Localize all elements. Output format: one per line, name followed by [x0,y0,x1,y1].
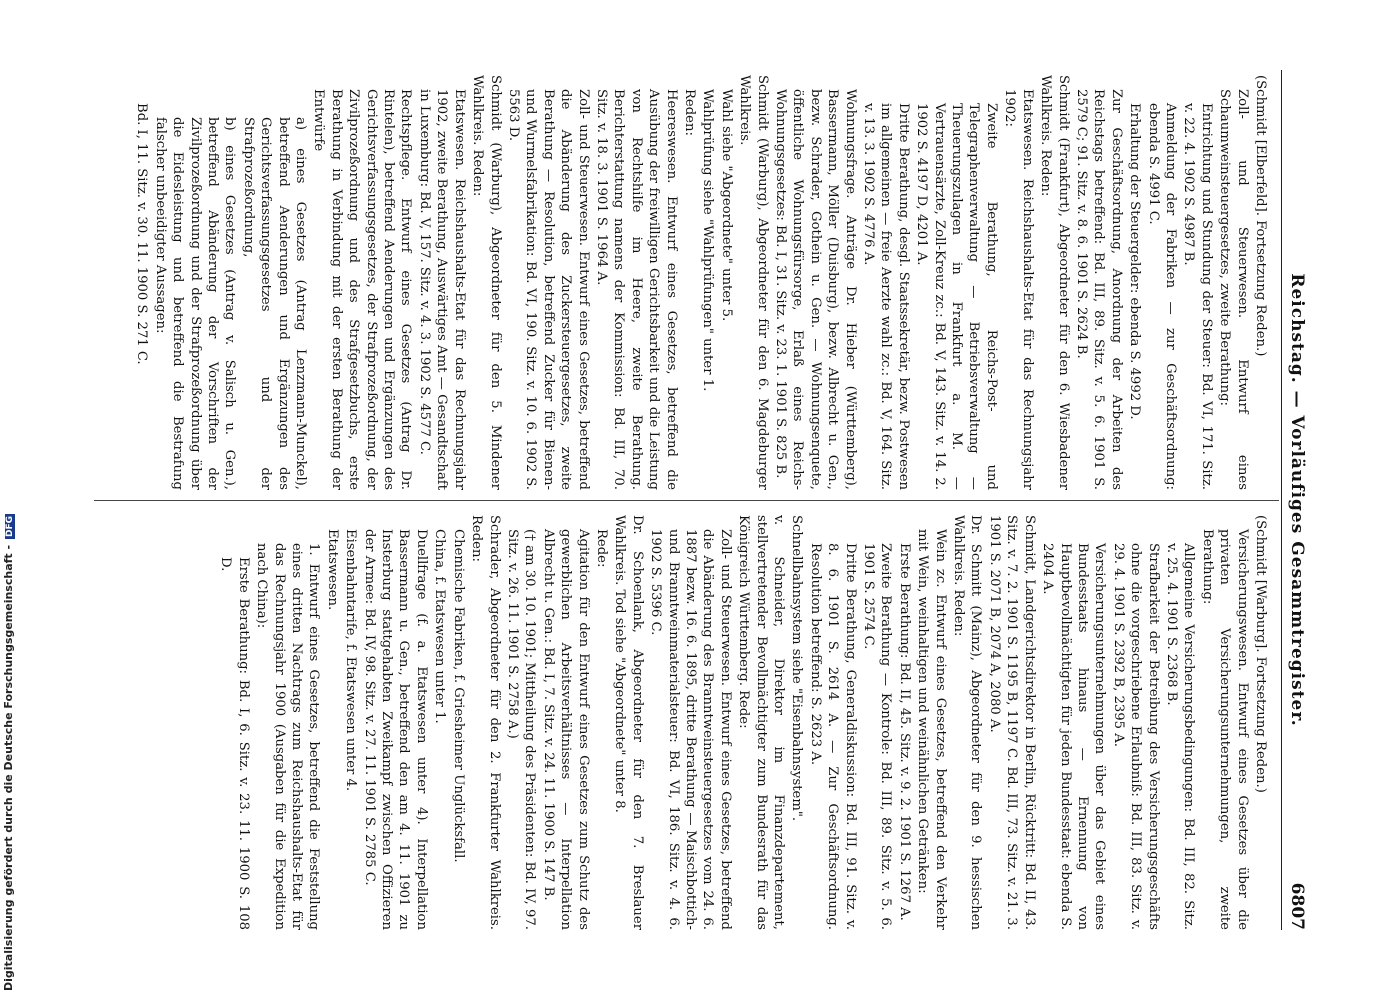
index-entry: 1. Entwurf eines Gesetzes, betreffend die Feststellung eines dritten Nachtrags zum Reichshaushalts-Etat für das Rechnungsjahr 1900 (Ausgaben für die Expedition nach China): [254,543,322,930]
index-entry: Zweite Berathung, Reichs-Post- und Telegraphenverwaltung — Betriebsverwaltung — Theuerungszulagen in Frankfurt a. M. — Vertrauensärzte, Zoll-Kreuz zc.: Bd. V, 143. Sitz. v. 14. 2. 1902 S. 4197 D, 4201 A. [914,103,999,490]
index-entry: Wahl siehe "Abgeordnete" unter 5. [718,89,734,322]
index-entry: Duellfrage (f. a. Etatswesen unter 4). Interpellation Bassermann u. Gen., betreffend den am 4. 11. 1901 zu Insterburg stattgehabten Zweikampf zwischen Offizieren der Armee: Bd. IV, 98. Sitz. v. 27. 11. 1901 S. 2785 C. [361,529,429,930]
index-entry: b) eines Gesetzes (Antrag v. Salisch u. Gen.), betreffend Abänderung der Vorschriften der Zivilprozeßordnung und der Strafprozeßordnung über die Eidesleistung und betreffend die Bestrafung falscher unbeeidigter Aussagen: [152,117,238,490]
index-entry: Chemische Fabriken, f. Griesheimer Unglücksfall. [450,529,466,863]
index-entry: Anmeldung der Fabriken — zur Geschäftsordnung: ebenda S. 4991 C. [1145,103,1178,490]
index-entry: Zoll- und Steuerwesen. Entwurf eines Schaumweinsteuergesetzes, zweite Berathung: [1217,89,1250,490]
column-divider [94,500,1279,501]
index-entry: Entrichtung und Stundung der Steuer: Bd. VI, 171. Sitz. v. 22. 4. 1902 S. 4987 B. [1181,103,1214,490]
index-entry: Erhaltung der Steuergelder: ebenda S. 4992 D. [1127,103,1143,420]
index-entry: Bd. I, 11. Sitz. v. 30. 11. 1900 S. 271 C. [134,103,150,365]
index-entry: China, f. Etatswesen unter 1. [432,529,448,724]
index-entry: (Schmidt [Warburg]. Fortsetzung Reden.) [1253,515,1268,793]
page-number: 6807 [1287,882,1307,930]
running-title: Reichstag. — Vorläufiges Gesammtregister. [1287,273,1307,727]
index-entry: (Schmidt [Elberfeld]. Fortsetzung Reden.) [1253,75,1268,357]
index-entry: Erste Berathung: Bd. I, 6. Sitz. v. 23. 11. 1900 S. 108 D. [218,557,251,930]
footer-credit: Digitalisierung gefördert durch die Deutsche Forschungsgemeinschaft - [2,544,15,991]
index-entry: Versicherungsunternehmungen über das Gebiet eines Bundesstaats hinaus — Ernennung von Hauptbevollmächtigten für jeden Bundesstaat: ebenda S. 2404 A. [1040,543,1108,930]
index-entry: v. Schneider, Direktor im Finanzdepartement, stellvertretender Bevollmächtigter zum Bundesrath für das Königreich Württemberg. Rede: [736,515,787,930]
index-entry: Schnellbahnsystem siehe "Eisenbahnsystem". [789,515,805,822]
index-entry: Zoll- und Steuerwesen. Entwurf eines Gesetzes, betreffend die Abänderung des Branntweinsteuergesetzes vom 24. 6. 1887 bezw. 16. 6. 1895, dritte Berathung — Maischbottich- und Branntweinmaterialsteuer: Bd. VI, 186. Sitz. v. 4. 6. 1902 S. 5396 C. [648,529,733,930]
footer-text-wrap [2,514,15,991]
header-rule [1281,70,1282,930]
index-entry: Wahlprüfung siehe "Wahlprüfungen" unter 1. [700,89,716,392]
index-entry: Schmidt (Warburg), Abgeordneter für den 6. Magdeburger Wahlkreis. [737,75,770,490]
index-entry: a) eines Gesetzes (Antrag Lenzmann-Munckel), betreffend Aenderungen und Ergänzungen des Gerichtsverfassungsgesetzes und der Strafprozeßordnung, [240,117,309,490]
footer [2,6,18,996]
index-entry: Schmidt (Warburg), Abgeordneter für den 5. Mindener Wahlkreis. Reden: [470,75,503,490]
index-entry: Rede: [593,529,609,568]
index-entry: († am 30. 10. 1901; Mittheilung des Präsidenten: Bd. IV, 97. Sitz. v. 26. 11. 1901 S. 2758 A.) [504,529,538,930]
dfg-logo: DFG [5,515,15,537]
index-entry: Schrader, Abgeordneter für den 2. Frankfurter Wahlkreis. Reden: [469,515,502,930]
left-column [132,75,1269,490]
right-column [216,515,1269,930]
index-entry: Rechtspflege. Entwurf eines Gesetzes (Antrag Dr. Rintelen), betreffend Aenderungen und Ergänzungen des Gerichtsverfassungsgesetzes, der Strafprozeßordnung, der Zivilprozeßordnung und des Strafgesetzbuchs, erste Berathung in Verbindung mit der ersten Berathung der Entwürfe [311,89,414,490]
index-entry: Eisenbahntarife, f. Etatswesen unter 4. [343,529,359,792]
index-entry: Wein zc. Entwurf eines Gesetzes, betreffend den Verkehr mit Wein, weinhaltigen und weinähnlichen Getränken: [915,529,948,930]
index-entry: Versicherungswesen. Entwurf eines Gesetzes über die privaten Versicherungsunternehmungen, zweite Berathung: [1199,529,1250,930]
index-entry: Dr. Schoenlank, Abgeordneter für den 7. Breslauer Wahlkreis. Tod siehe "Abgeordnete" unter 8. [612,515,645,930]
index-entry: Strafbarkeit der Betreibung des Versicherungsgeschäfts ohne die vorgeschriebene Erlaubniß: Bd. III, 83. Sitz. v. 29. 4. 1901 S. 2392 B, 2395 A. [1110,543,1161,930]
index-entry: Zoll- und Steuerwesen. Entwurf eines Gesetzes, betreffend die Abänderung des Zuckersteuergesetzes, zweite Berathung — Resolution, betreffend Zucker für Bienen- und Wurmelsfabrikation: Bd. VI, 190. Sitz. v. 10. 6. 1902 S. 5563 D. [505,89,591,490]
index-entry: Erste Berathung: Bd. II, 45. Sitz. v. 9. 2. 1901 S. 1267 A. [896,543,912,921]
index-entry: Schmidt (Frankfurt), Abgeordneter für den 6. Wiesbadener Wahlkreis. Reden: [1038,75,1071,490]
index-entry: Dritte Berathung, desgl. Staatssekretär, bezw. Postwesen im allgemeinen — freie Aerzte wahl zc.: Bd. V, 164. Sitz. v. 13. 3. 1902 S. 4776 A. [861,103,911,490]
index-entry: Allgemeine Versicherungsbedingungen: Bd. III, 82. Sitz. v. 25. 4. 1901 S. 2368 B. [1163,543,1197,930]
index-entry: Wohnungsfrage. Anträge Dr. Hieber (Württemberg), Bassermann, Möller (Duisburg), bezw. Albrecht u. Gen., bezw. Schrader, Gothein u. Gen. — Wohnungsenquete, öffentliche Wohnungsfürsorge, Erlaß eines Reichs-Wohnungsgesetzes: Bd. I, 31. Sitz. v. 23. 1. 1901 S. 825 B. [773,89,858,490]
index-entry: Dritte Berathung, Generaldiskussion: Bd. III, 91. Sitz. v. 8. 6. 1901 S. 2614 A. — Zur Geschäftsordnung. Resolution betreffend: S. 2623 A. [807,543,858,930]
page-header [1283,70,1307,930]
index-entry: Agitation für den Entwurf eines Gesetzes zum Schutz des gewerblichen Arbeitsverhältnisses — Interpellation Albrecht u. Gen.: Bd. I, 7. Sitz. v. 24. 11. 1900 S. 147 B. [540,529,591,930]
index-entry: Etatswesen. Reichshaushalts-Etat für das Rechnungsjahr 1902, zweite Berathung, Auswärtiges Amt — Gesandtschaft in Luxemburg: Bd. V, 157. Sitz. v. 4. 3. 1902 S. 4577 C. [416,89,467,490]
index-entry: Schmidt, Landgerichtsdirektor in Berlin, Rücktritt: Bd. II, 43. Sitz. v. 7. 2. 1901 S. 1195 B, 1197 C. Bd. III, 73. Sitz. v. 21. 3. 1901 S. 2071 B, 2074 A, 2080 A. [986,515,1037,930]
index-entry: Zweite Berathung — Kontrole: Bd. III, 89. Sitz. v. 5. 6. 1901 S. 2574 C. [861,543,894,930]
index-entry: Dr. Schmitt (Mainz), Abgeordneter für den 9. hessischen Wahlkreis. Reden: [951,515,984,930]
index-entry: Etatswesen. Reichshaushalts-Etat für das Rechnungsjahr 1902: [1002,89,1035,490]
index-entry: Heereswesen. Entwurf eines Gesetzes, betreffend die Ausübung der freiwilligen Gerichtsbarkeit und die Leistung von Rechtshilfe im Heere, zweite Berathung. Berichterstattung namens der Kommission: Bd. III, 70. Sitz. v. 18. 3. 1901 S. 1964 A. [593,89,679,490]
index-entry: Etatswesen. [324,529,340,611]
index-entry: Reden: [682,89,697,136]
index-entry: Zur Geschäftsordnung, Anordnung der Arbeiten des Reichstags betreffend: Bd. III, 89. Sitz. v. 5. 6. 1901 S. 2579 C; 91. Sitz. v. 8. 6. 1901 S. 2624 B. [1073,89,1124,490]
